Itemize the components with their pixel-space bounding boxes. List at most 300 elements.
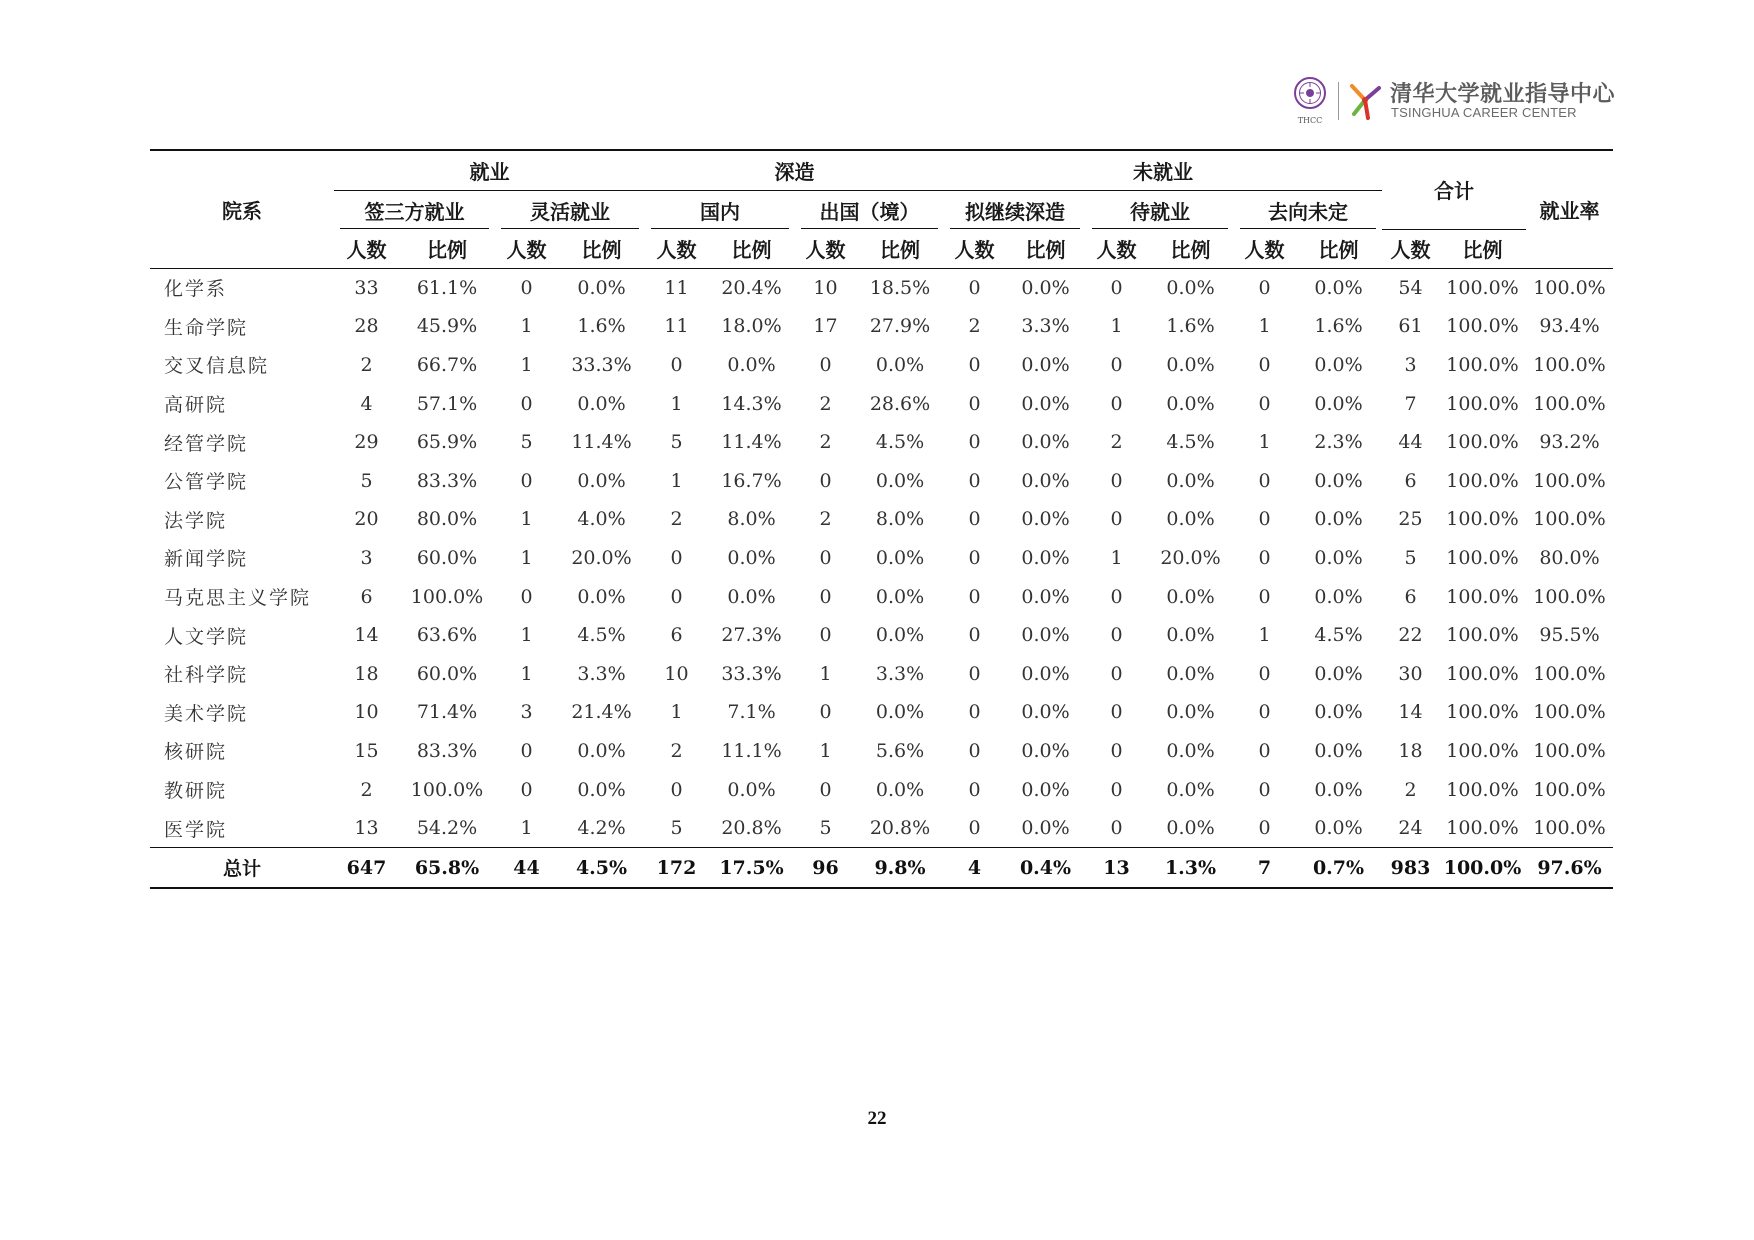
table-cell: 1	[819, 739, 832, 762]
table-cell: 100.0%	[1446, 276, 1519, 299]
logo-english-name: TSINGHUA CAREER CENTER	[1391, 105, 1577, 120]
table-cell: 10	[664, 662, 689, 685]
table-cell: 0	[1110, 662, 1123, 685]
career-star-icon	[1346, 78, 1384, 122]
department-name: 公管学院	[164, 471, 249, 494]
table-cell: 0.0%	[1021, 431, 1070, 454]
table-cell: 100.0%	[1446, 431, 1519, 454]
employment-statistics-table	[150, 149, 1613, 889]
department-name: 法学院	[164, 509, 228, 532]
table-cell: 5	[670, 431, 683, 454]
total-cell: 65.8%	[399, 848, 495, 889]
table-cell: 0.0%	[577, 778, 626, 801]
table-cell: 0	[1110, 508, 1123, 531]
table-cell: 0	[1110, 817, 1123, 840]
table-cell: 18.0%	[721, 315, 782, 338]
table-cell: 0.0%	[727, 546, 776, 569]
table-cell: 54.2%	[416, 817, 478, 840]
table-cell: 0	[968, 585, 981, 608]
table-cell: 2	[819, 508, 832, 531]
table-cell: 30	[1398, 662, 1423, 685]
table-cell: 11	[664, 276, 689, 299]
table-cell: 2	[968, 315, 981, 338]
table-cell: 100.0%	[410, 585, 484, 608]
table-cell: 4.5%	[577, 624, 626, 647]
table-cell: 2	[1404, 778, 1417, 801]
table-cell: 0.0%	[1314, 469, 1363, 492]
table-cell: 0.0%	[1166, 778, 1215, 801]
table-cell: 1	[819, 662, 832, 685]
table-cell: 60.0%	[416, 662, 478, 685]
table-cell: 0.0%	[727, 778, 776, 801]
header-unit-ratio: 比例	[1147, 229, 1234, 268]
table-cell: 0	[670, 546, 683, 569]
table-cell: 1	[1258, 315, 1271, 338]
table-cell: 24	[1398, 817, 1423, 840]
table-cell: 5	[360, 469, 373, 492]
header-contract-employment: 签三方就业	[334, 191, 495, 230]
table-cell: 0.0%	[1314, 392, 1363, 415]
table-cell: 100.0%	[1446, 817, 1519, 840]
table-cell: 0	[1110, 469, 1123, 492]
header-flexible-employment: 灵活就业	[495, 191, 645, 230]
header-employment-rate: 就业率	[1526, 150, 1613, 268]
table-cell: 28.6%	[869, 392, 931, 415]
table-cell: 0.0%	[1166, 508, 1215, 531]
table-cell: 0.0%	[875, 585, 925, 608]
table-cell: 2	[360, 778, 373, 801]
header-unit-ratio: 比例	[399, 229, 495, 268]
header-group-employed: 就业	[334, 150, 645, 191]
table-cell: 0	[1110, 276, 1123, 299]
table-cell: 33	[354, 276, 379, 299]
page-number: 22	[867, 1108, 887, 1129]
department-name: 化学系	[164, 278, 228, 301]
table-cell: 0.0%	[577, 276, 626, 299]
table-cell: 1.6%	[1314, 315, 1363, 338]
table-cell: 0.0%	[1021, 624, 1070, 647]
table-cell: 0	[968, 508, 981, 531]
table-cell: 0.0%	[1021, 469, 1070, 492]
table-cell: 1	[1110, 315, 1123, 338]
table-cell: 11	[664, 315, 689, 338]
table-cell: 0.0%	[1314, 662, 1363, 685]
table-cell: 11.4%	[721, 431, 782, 454]
table-cell: 3.3%	[875, 662, 925, 685]
total-cell: 4.5%	[558, 848, 645, 889]
table-cell: 0.0%	[1021, 739, 1070, 762]
table-cell: 100.0%	[1446, 546, 1519, 569]
table-cell: 20.4%	[721, 276, 782, 299]
total-cell: 9.8%	[856, 848, 944, 889]
table-cell: 20.8%	[721, 817, 782, 840]
table-cell: 1	[520, 508, 533, 531]
table-cell: 0.0%	[1021, 817, 1070, 840]
table-cell: 63.6%	[416, 624, 478, 647]
table-cell: 1	[520, 662, 533, 685]
total-cell: 44	[495, 848, 558, 889]
table-cell: 2	[819, 392, 832, 415]
table-cell: 0	[819, 701, 832, 724]
table-cell: 14	[1398, 701, 1423, 724]
table-cell: 4.5%	[875, 431, 925, 454]
table-cell: 0	[968, 276, 981, 299]
table-cell: 8.0%	[727, 508, 776, 531]
table-row	[150, 732, 1613, 771]
table-cell: 5	[520, 431, 533, 454]
table-cell: 5	[670, 817, 683, 840]
department-name: 交叉信息院	[164, 355, 270, 378]
table-row	[150, 384, 1613, 423]
header-unit-count: 人数	[1382, 229, 1439, 268]
table-cell: 0.0%	[1314, 739, 1363, 762]
table-cell: 0.0%	[1021, 778, 1070, 801]
table-cell: 2.3%	[1314, 431, 1363, 454]
table-cell: 2	[670, 508, 683, 531]
total-cell: 983	[1382, 848, 1439, 889]
table-cell: 100.0%	[1533, 469, 1606, 492]
table-cell: 1	[1258, 624, 1271, 647]
table-cell: 0	[1110, 624, 1123, 647]
table-cell: 100.0%	[410, 778, 484, 801]
table-cell: 100.0%	[1446, 469, 1519, 492]
header-department: 院系	[150, 150, 334, 268]
table-cell: 80.0%	[416, 508, 478, 531]
table-cell: 57.1%	[416, 392, 478, 415]
table-cell: 0	[968, 701, 981, 724]
table-cell: 1	[670, 469, 683, 492]
table-cell: 0.0%	[1021, 701, 1070, 724]
table-cell: 0.0%	[875, 778, 925, 801]
table-cell: 20.0%	[571, 546, 632, 569]
table-cell: 0	[819, 469, 832, 492]
department-name: 美术学院	[164, 702, 249, 725]
total-cell: 647	[334, 848, 399, 889]
university-seal-icon	[1290, 76, 1330, 126]
table-cell: 14.3%	[721, 392, 782, 415]
header-unit-count: 人数	[795, 229, 856, 268]
header-unit-count: 人数	[1234, 229, 1295, 268]
table-cell: 0	[819, 624, 832, 647]
table-cell: 0	[1110, 778, 1123, 801]
table-cell: 100.0%	[1446, 624, 1519, 647]
table-cell: 6	[670, 624, 683, 647]
table-cell: 0.0%	[1021, 392, 1070, 415]
table-cell: 100.0%	[1446, 701, 1519, 724]
table-cell: 0	[819, 546, 832, 569]
header-awaiting-employment: 待就业	[1086, 191, 1234, 230]
table-cell: 0	[968, 392, 981, 415]
seal-text: THCC	[1297, 116, 1323, 125]
table-cell: 100.0%	[1533, 585, 1606, 608]
table-cell: 0	[1258, 585, 1271, 608]
table-cell: 0	[1110, 392, 1123, 415]
department-name: 高研院	[164, 394, 228, 417]
table-cell: 100.0%	[1446, 353, 1519, 376]
table-cell: 83.3%	[416, 739, 478, 762]
table-cell: 0.0%	[727, 585, 776, 608]
table-cell: 14	[354, 624, 379, 647]
table-cell: 3.3%	[577, 662, 626, 685]
table-row	[150, 461, 1613, 500]
table-cell: 100.0%	[1533, 392, 1606, 415]
total-cell: 96	[795, 848, 856, 889]
total-cell: 100.0%	[1439, 848, 1526, 889]
department-name: 社科学院	[164, 664, 249, 687]
table-cell: 100.0%	[1533, 739, 1606, 762]
table-cell: 0.0%	[1314, 276, 1363, 299]
table-body	[150, 268, 1613, 848]
header-unit-count: 人数	[645, 229, 708, 268]
table-row	[150, 539, 1613, 578]
table-cell: 0.0%	[577, 392, 626, 415]
table-cell: 1	[520, 315, 533, 338]
table-cell: 83.3%	[416, 469, 478, 492]
table-cell: 1	[520, 353, 533, 376]
table-cell: 4.0%	[577, 508, 626, 531]
table-cell: 1	[1258, 431, 1271, 454]
table-cell: 0	[968, 662, 981, 685]
table-cell: 0	[670, 778, 683, 801]
table-cell: 100.0%	[1446, 585, 1519, 608]
header-unit-count: 人数	[334, 229, 399, 268]
table-cell: 100.0%	[1533, 778, 1606, 801]
table-cell: 10	[354, 701, 379, 724]
table-cell: 6	[360, 585, 373, 608]
table-cell: 0	[1258, 778, 1271, 801]
table-cell: 0	[520, 778, 533, 801]
logo-chinese-name: 清华大学就业指导中心	[1390, 82, 1616, 107]
table-cell: 0	[520, 739, 533, 762]
table-cell: 100.0%	[1446, 315, 1519, 338]
table-row	[150, 423, 1613, 462]
table-cell: 0	[670, 585, 683, 608]
table-cell: 60.0%	[416, 546, 478, 569]
header-unit-ratio: 比例	[1295, 229, 1382, 268]
table-cell: 4.2%	[577, 817, 626, 840]
table-cell: 0.0%	[1021, 546, 1070, 569]
header-unit-row	[150, 229, 1613, 268]
table-cell: 2	[360, 353, 373, 376]
table-cell: 100.0%	[1533, 701, 1606, 724]
header-unit-ratio: 比例	[1005, 229, 1086, 268]
table-cell: 5	[1404, 546, 1417, 569]
table-cell: 0.0%	[1166, 585, 1215, 608]
table-row	[150, 307, 1613, 346]
header-unit-count: 人数	[944, 229, 1005, 268]
table-cell: 0.0%	[1166, 392, 1215, 415]
table-cell: 100.0%	[1533, 817, 1606, 840]
table-cell: 0.0%	[577, 739, 626, 762]
table-cell: 16.7%	[721, 469, 782, 492]
total-cell: 4	[944, 848, 1005, 889]
table-cell: 11.1%	[721, 739, 782, 762]
table-cell: 0.0%	[1166, 739, 1215, 762]
table-cell: 13	[354, 817, 379, 840]
table-cell: 18	[1398, 739, 1423, 762]
table-cell: 0.0%	[1314, 585, 1363, 608]
table-cell: 18.5%	[869, 276, 931, 299]
table-row	[150, 693, 1613, 732]
table-row	[150, 268, 1613, 307]
table-cell: 100.0%	[1446, 508, 1519, 531]
table-cell: 33.3%	[721, 662, 782, 685]
table-cell: 8.0%	[875, 508, 925, 531]
total-cell: 13	[1086, 848, 1147, 889]
table-cell: 100.0%	[1446, 662, 1519, 685]
table-cell: 100.0%	[1446, 739, 1519, 762]
table-cell: 0	[968, 431, 981, 454]
header-unit-count: 人数	[1086, 229, 1147, 268]
table-cell: 1	[670, 392, 683, 415]
header-unit-ratio: 比例	[708, 229, 795, 268]
table-cell: 0.0%	[1314, 817, 1363, 840]
table-row	[150, 346, 1613, 385]
table-cell: 0.0%	[1021, 585, 1070, 608]
department-name: 核研院	[164, 741, 228, 764]
table-cell: 0	[1258, 353, 1271, 376]
table-cell: 100.0%	[1533, 353, 1606, 376]
table-cell: 66.7%	[416, 353, 478, 376]
table-cell: 3	[520, 701, 533, 724]
table-cell: 54	[1398, 276, 1423, 299]
table-cell: 1.6%	[1166, 315, 1215, 338]
table-row	[150, 577, 1613, 616]
logo-divider	[1338, 82, 1339, 120]
table-cell: 0	[819, 778, 832, 801]
table-cell: 0	[1258, 392, 1271, 415]
table-cell: 7.1%	[727, 701, 776, 724]
total-cell: 17.5%	[708, 848, 795, 889]
table-cell: 61.1%	[416, 276, 478, 299]
table-cell: 17	[813, 315, 838, 338]
table-cell: 44	[1398, 431, 1423, 454]
table-cell: 0	[968, 624, 981, 647]
table-cell: 1	[520, 624, 533, 647]
table-cell: 0.0%	[577, 585, 626, 608]
total-cell: 7	[1234, 848, 1295, 889]
table-cell: 10	[813, 276, 838, 299]
table-cell: 0.0%	[875, 546, 925, 569]
table-row	[150, 809, 1613, 848]
table-cell: 0	[1110, 701, 1123, 724]
table-cell: 45.9%	[416, 315, 478, 338]
table-cell: 0	[1258, 508, 1271, 531]
table-cell: 0.0%	[1166, 276, 1215, 299]
table-cell: 1	[1110, 546, 1123, 569]
table-cell: 0	[1258, 701, 1271, 724]
career-center-logo	[1290, 76, 1620, 126]
table-cell: 0	[1110, 739, 1123, 762]
table-cell: 0	[968, 546, 981, 569]
table-cell: 28	[354, 315, 379, 338]
table-cell: 0.0%	[577, 469, 626, 492]
header-group-study: 深造	[645, 150, 944, 191]
table-cell: 29	[354, 431, 379, 454]
table-cell: 0.0%	[1166, 624, 1215, 647]
table-row	[150, 616, 1613, 655]
table-cell: 0	[968, 739, 981, 762]
table-cell: 100.0%	[1533, 276, 1606, 299]
table-cell: 0.0%	[1314, 508, 1363, 531]
table-cell: 0.0%	[1314, 778, 1363, 801]
total-label: 总计	[150, 848, 334, 889]
header-unit-count: 人数	[495, 229, 558, 268]
department-name: 新闻学院	[164, 548, 249, 571]
table-cell: 0	[520, 469, 533, 492]
table-cell: 0	[670, 353, 683, 376]
table-cell: 5.6%	[875, 739, 925, 762]
table-cell: 21.4%	[571, 701, 632, 724]
department-name: 经管学院	[164, 432, 249, 455]
table-cell: 5	[819, 817, 832, 840]
table-cell: 15	[354, 739, 379, 762]
table-cell: 0	[520, 276, 533, 299]
total-cell: 1.3%	[1147, 848, 1234, 889]
table-cell: 0	[520, 392, 533, 415]
table-row	[150, 500, 1613, 539]
table-cell: 0.0%	[1166, 662, 1215, 685]
table-cell: 0.0%	[1166, 701, 1215, 724]
table-cell: 0	[1110, 353, 1123, 376]
table-cell: 0.0%	[1314, 546, 1363, 569]
table-cell: 0	[1110, 585, 1123, 608]
table-cell: 100.0%	[1446, 392, 1519, 415]
table-cell: 0	[1258, 662, 1271, 685]
table-cell: 0	[1258, 276, 1271, 299]
table-cell: 65.9%	[416, 431, 478, 454]
table-cell: 1.6%	[577, 315, 626, 338]
table-cell: 100.0%	[1446, 778, 1519, 801]
table-cell: 0.0%	[1021, 353, 1070, 376]
table-cell: 80.0%	[1539, 546, 1600, 569]
table-cell: 0	[520, 585, 533, 608]
table-cell: 95.5%	[1539, 624, 1600, 647]
table-cell: 4.5%	[1166, 431, 1215, 454]
header-undecided: 去向未定	[1234, 191, 1382, 230]
table-cell: 1	[520, 546, 533, 569]
department-name: 生命学院	[164, 316, 249, 339]
table-cell: 6	[1404, 585, 1417, 608]
table-cell: 0.0%	[1021, 276, 1070, 299]
table-cell: 20	[354, 508, 379, 531]
table-cell: 0	[1258, 817, 1271, 840]
table-cell: 0.0%	[1314, 353, 1363, 376]
table-cell: 27.9%	[869, 315, 931, 338]
table-cell: 2	[819, 431, 832, 454]
table-cell: 20.0%	[1160, 546, 1221, 569]
table-cell: 20.8%	[869, 817, 931, 840]
table-cell: 27.3%	[721, 624, 782, 647]
table-cell: 3.3%	[1021, 315, 1070, 338]
table-cell: 11.4%	[571, 431, 632, 454]
total-cell: 97.6%	[1526, 848, 1613, 889]
table-cell: 0.0%	[1021, 662, 1070, 685]
table-cell: 0	[968, 778, 981, 801]
department-name: 教研院	[164, 780, 228, 803]
table-cell: 0.0%	[875, 469, 925, 492]
table-cell: 0	[819, 353, 832, 376]
table-cell: 61	[1398, 315, 1423, 338]
table-cell: 0	[819, 585, 832, 608]
total-cell: 172	[645, 848, 708, 889]
table-cell: 33.3%	[571, 353, 632, 376]
department-name: 医学院	[164, 818, 228, 841]
table-cell: 2	[1110, 431, 1123, 454]
department-name: 马克思主义学院	[164, 587, 312, 610]
table-row	[150, 770, 1613, 809]
table-cell: 71.4%	[416, 701, 478, 724]
